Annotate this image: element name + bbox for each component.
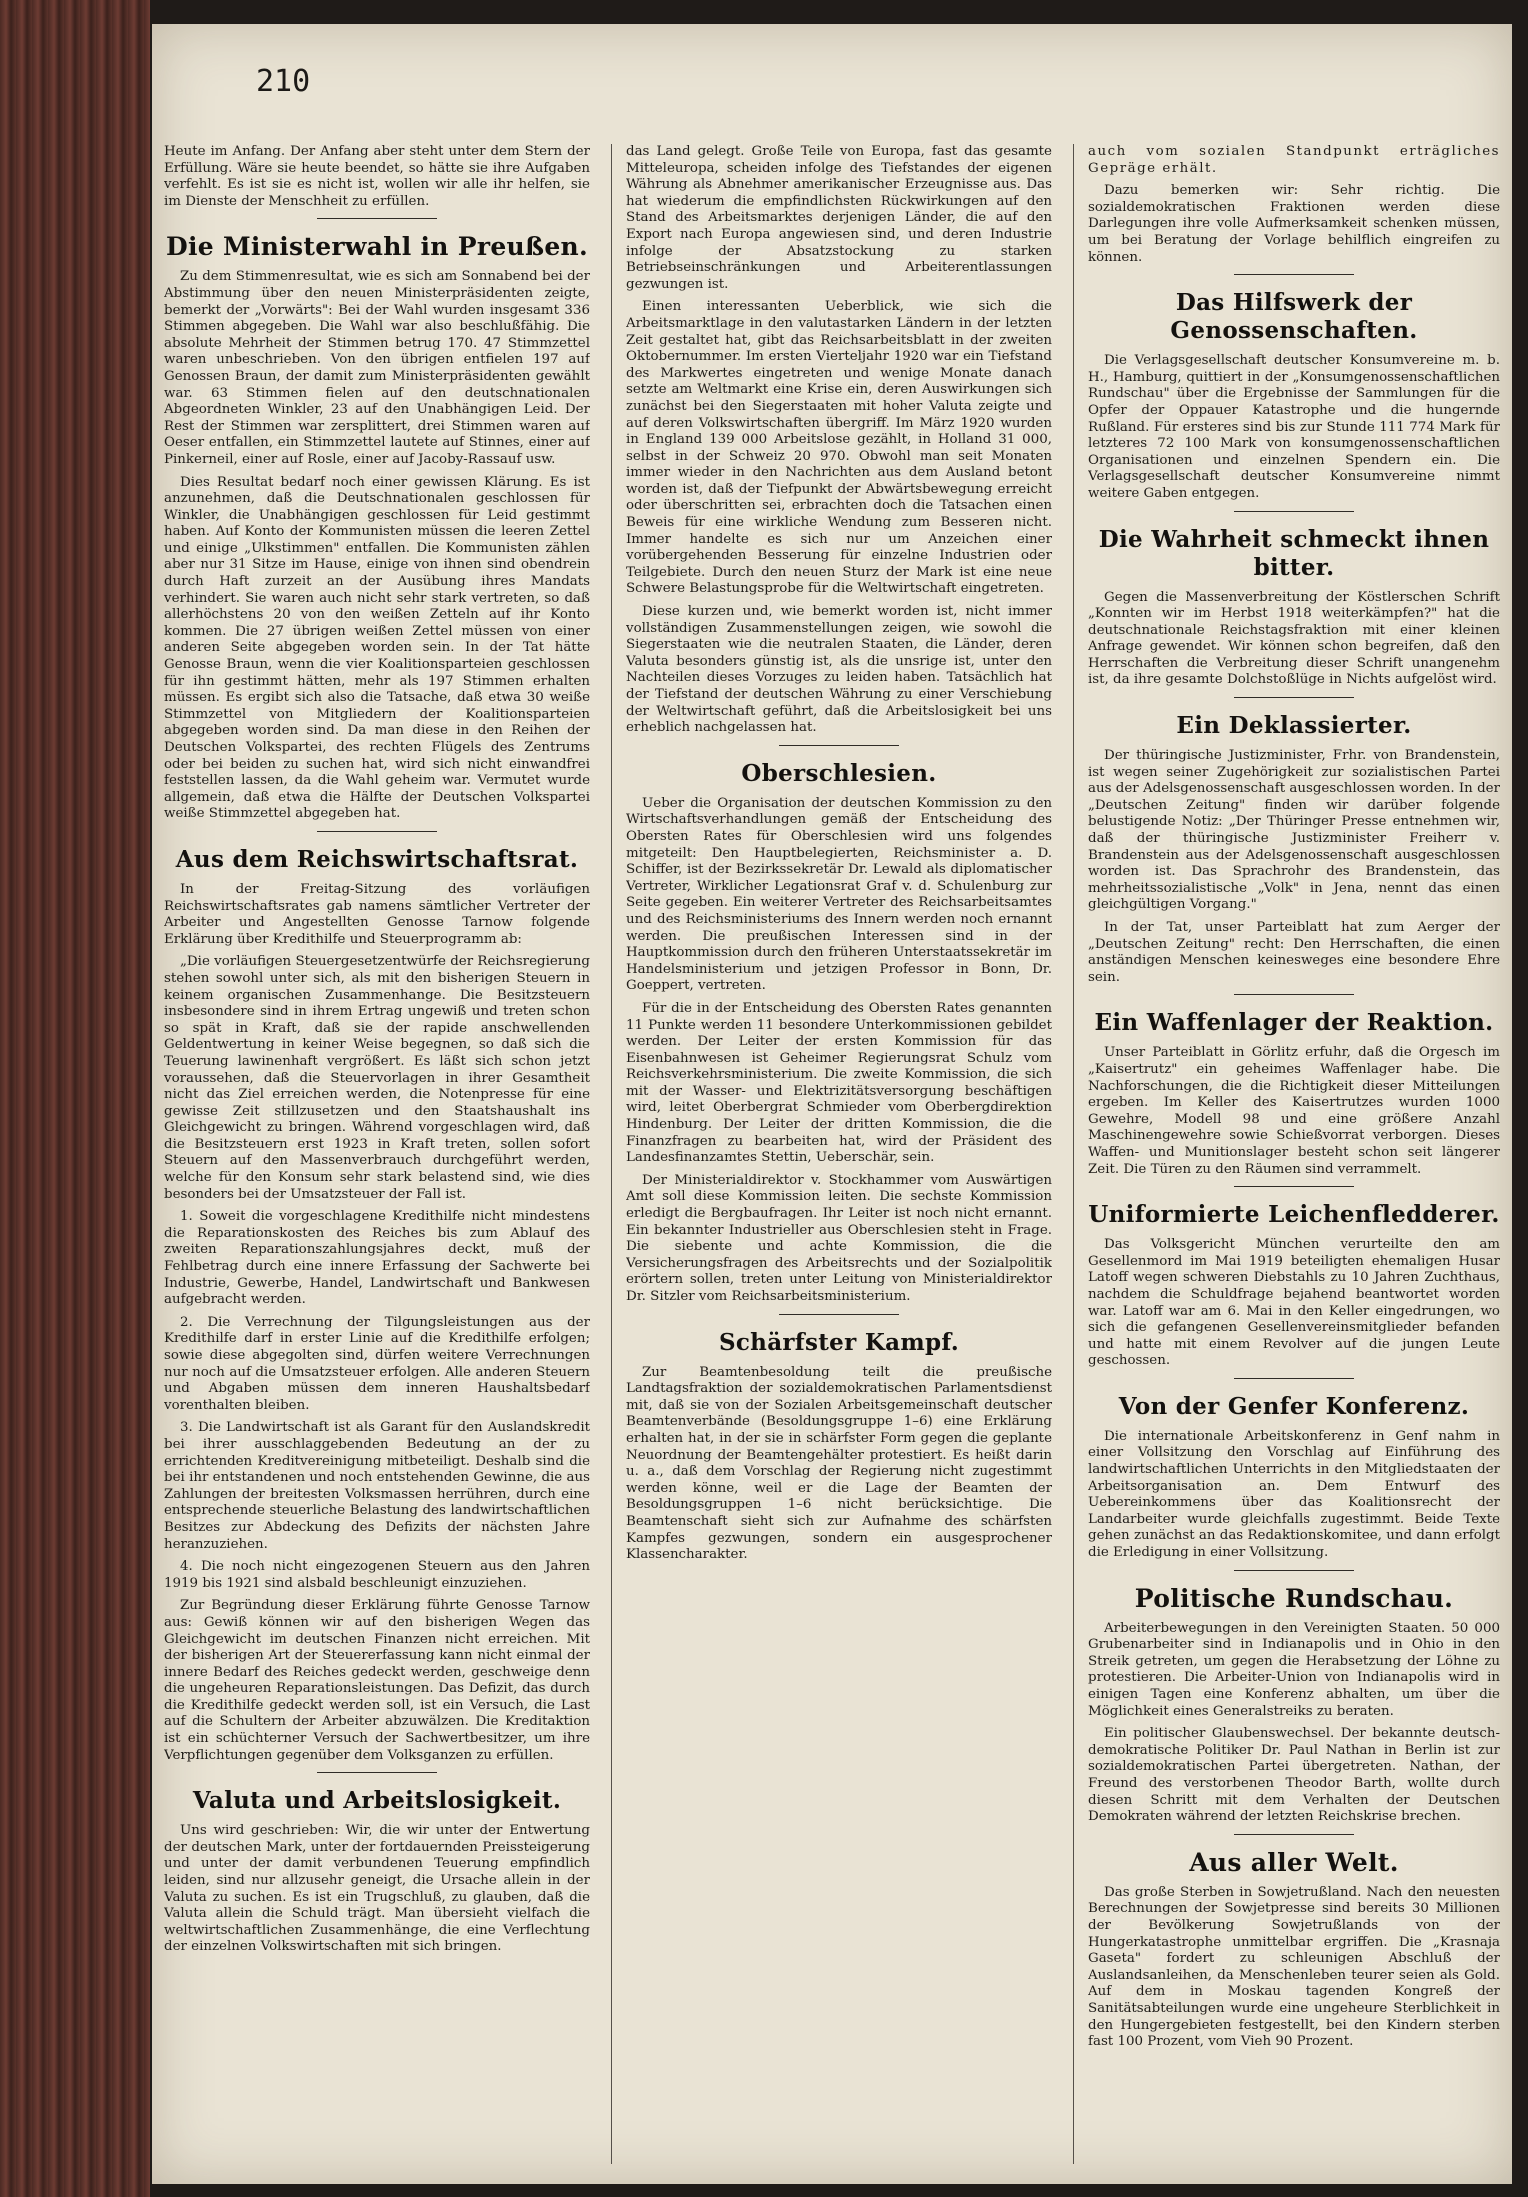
paragraph: das Land gelegt. Große Teile von Europa, fast das gesamte Mitteleuropa, scheiden infolge des Tiefstandes der eigenen Währung als Abnehmer amerikanischer Erzeugnisse aus. Das hat wiederum die empfindlichsten Rückwirkungen auf den Stand des Arbeitsmarktes derjenigen Länder, die auf den Export nach Europa angewiesen sind, und deren Industrie infolge der Absatzstockung zu starken Betriebseinschränkungen und Arbeiterentlassungen gezwungen ist. bbox=[626, 144, 1052, 292]
headline-politische-rundschau: Politische Rundschau. bbox=[1134, 1583, 1454, 1613]
headline-wahrheit: Die Wahrheit schmeckt ihnen bitter. bbox=[1098, 525, 1490, 581]
paragraph: Zur Begründung dieser Erklärung führte Genosse Tarnow aus: Gewiß können wir auf den bisherigen Wegen das Gleichgewicht im deutschen Finanzen nicht erreichen. Mit der bisherigen Art der Steuererfassung kann nicht einmal der innere Bedarf des Reiches gedeckt werden, geschweige denn die ungeheuren Reparationsleistungen. Das Defizit, das durch die Kredithilfe gedeckt werden soll, ist ein Versuch, die Last auf die Schultern der Arbeiter abzuwälzen. Die Kreditaktion ist ein schüchterner Versuch der Sachwertbesitzer, um ihre Verpflichtungen gegenüber dem Volksganzen zu erfüllen. bbox=[164, 1598, 590, 1763]
paragraph: 2. Die Verrechnung der Tilgungsleistungen aus der Kredithilfe darf in erster Linie auf die Kredithilfe erfolgen; sowie diese abgegolten sind, dürfen weitere Verrechnungen nur noch auf die Umsatzsteuer erfolgen. Alle anderen Steuern und Abgaben müssen dem inneren Haushaltsbedarf vorenthalten bleiben. bbox=[164, 1314, 590, 1413]
paragraph: Unser Parteiblatt in Görlitz erfuhr, daß die Orgesch im „Kaisertrutz" ein geheimes Waffenlager habe. Die Nachforschungen, die die Richtigkeit dieser Mitteilungen ergeben. Im Keller des Kaisertrutzes wurden 1000 Gewehre, Modell 98 und eine größere Anzahl Maschinengewehre sowie Schießvorrat verborgen. Dieses Waffen- und Munitionslager besteht schon seit längerer Zeit. Die Türen zu den Räumen sind verrammelt. bbox=[1088, 1045, 1500, 1177]
paragraph: Das große Sterben in Sowjetrußland. Nach den neuesten Berechnungen der Sowjetpresse sind bereits 30 Millionen der Bevölkerung Sowjetrußlands von der Hungerkatastrophe unmittelbar ergriffen. Die „Krasnaja Gaseta" fordert zu schleunigen Abschluß der Auslandsanleihen, da Menschenleben teurer seien als Gold. Auf dem in Moskau tagenden Kongreß der Sanitätsabteilungen wurde eine ungeheure Sterblichkeit in den Hungergebieten festgestellt, bei den Kindern sterben fast 100 Prozent, vom Vieh 90 Prozent. bbox=[1088, 1884, 1500, 2050]
headline-ministerwahl: Die Ministerwahl in Preußen. bbox=[165, 232, 589, 262]
paragraph: 3. Die Landwirtschaft ist als Garant für den Auslandskredit bei ihrer ausschlaggebenden Bedeutung an der zu errichtenden Kreditvereinigung mitbeteiligt. Deshalb sind die bei ihr entstandenen und noch entstehenden Gewinne, die aus Zahlungen der breitesten Volksmassen herrühren, durch eine entsprechende steuerliche Belastung des landwirtschaftlichen Besitzes zur Abdeckung des Defizits der nächsten Jahre heranzuziehen. bbox=[164, 1420, 590, 1552]
headline-waffenlager: Ein Waffenlager der Reaktion. bbox=[1094, 1009, 1494, 1037]
newspaper-page bbox=[152, 24, 1512, 2184]
page-number: 210 bbox=[256, 64, 311, 99]
paragraph: Für die in der Entscheidung des Obersten Rates genannten 11 Punkte werden 11 besondere Unterkommissionen gebildet werden. Der Leiter der ersten Kommission für das Eisenbahnwesen ist Geheimer Regierungsrat Schulz vom Reichsverkehrsministerium. Die zweite Kommission, die sich mit der Wasser- und Elektrizitätsversorgung beschäftigen wird, leitet Oberbergrat Schmieder vom Oberbergdirektion Hindenburg. Der Leiter der dritten Kommission, die die Finanzfragen zu bearbeiten hat, wird der Präsident des Landesfinanzamtes Stettin, Ueberschär, sein. bbox=[626, 1000, 1052, 1166]
paragraph: Ueber die Organisation der deutschen Kommission zu den Wirtschaftsverhandlungen gemäß der Entscheidung des Obersten Rates für Oberschlesien wird uns folgendes mitgeteilt: Den Hauptbelegierten, Reichsminister a. D. Schiffer, ist der Bezirkssekretär Dr. Lewald als diplomatischer Vertreter, Wirklicher Legationsrat Graf v. d. Schulenburg zur Seite gegeben. Ein weiterer Vertreter des Reichsarbeitsamtes und des Reichsministeriums des Innern werden noch ernannt werden. Die preußischen Interessen sind in der Hauptkommission durch den früheren Unterstaatssekretär im Handelsministerium und jetzigen Professor in Bonn, Dr. Goeppert, vertreten. bbox=[626, 795, 1052, 994]
divider bbox=[1234, 511, 1354, 512]
column-2 bbox=[626, 144, 1052, 2184]
paragraph: Zu dem Stimmenresultat, wie es sich am Sonnabend bei der Abstimmung über den neuen Ministerpräsidenten zeigte, bemerkt der „Vorwärts": Bei der Wahl wurden insgesamt 336 Stimmen abgegeben. Die Wahl war also beschlußfähig. Die absolute Mehrheit der Stimmen betrug 170. 47 Stimmzettel waren unbeschrieben. Von den übrigen entfielen 197 auf Genossen Braun, der damit zum Ministerpräsidenten gewählt war. 63 Stimmen fielen auf den deutschnationalen Abgeordneten Winkler, 23 auf den Unabhängigen Leid. Der Rest der Stimmen war zersplittert, drei Stimmen waren auf Oeser entfallen, ein Stimmzettel lautete auf Stinnes, einer auf Pinkerneil, einer auf Rosle, einer auf Jacoby-Rassauf usw. bbox=[164, 269, 590, 467]
divider bbox=[1234, 1186, 1354, 1187]
divider bbox=[317, 1772, 437, 1773]
paragraph: Dies Resultat bedarf noch einer gewissen Klärung. Es ist anzunehmen, daß die Deutschnationalen geschlossen für Winkler, die Unabhängigen geschlossen für Leid gestimmt haben. Auf Konto der Kommunisten müssen die leeren Zettel und einige „Ulkstimmen" entfallen. Die Kommunisten zählen aber nur 31 Sitze im Hause, einige von ihnen sind obendrein durch Haft zurzeit an der Ausübung ihres Mandats verhindert. Sie waren auch nicht sehr stark vertreten, so daß allerhöchstens 20 von den weißen Zetteln auf ihr Konto kommen. Die 27 übrigen weißen Zettel müssen von einer anderen Seite abgegeben worden sein. In der Tat hätte Genosse Braun, wenn die vier Koalitionsparteien geschlossen für ihn gestimmt hätten, mehr als 197 Stimmen erhalten müssen. Es ergibt sich also die Tatsache, daß etwa 30 weiße Stimmzettel von Mitgliedern der Koalitionsparteien abgegeben worden sind. Da man diese in den Reihen der Deutschen Volkspartei, des rechten Flügels des Zentrums oder bei beiden zu suchen hat, wird sich nicht einwandfrei feststellen lassen, da die Wahl geheim war. Vermutet wurde allgemein, daß etwa die Hälfte der Deutschen Volkspartei weiße Stimmzettel abgegeben hat. bbox=[164, 474, 590, 822]
headline-schaerfster-kampf: Schärfster Kampf. bbox=[718, 1328, 960, 1356]
column-1 bbox=[164, 144, 590, 2184]
paragraph: Gegen die Massenverbreitung der Köstlerschen Schrift „Konnten wir im Herbst 1918 weiterkämpfen?" hat die deutschnationale Reichstagsfraktion mit einer kleinen Anfrage gewendet. Wir können schon begreifen, daß den Herrschaften die Verbreitung dieser Schrift unangenehm ist, da ihre gesamte Dolchstoßlüge in Nichts aufgelöst wird. bbox=[1088, 589, 1500, 688]
paragraph: Zur Beamtenbesoldung teilt die preußische Landtagsfraktion der sozialdemokratischen Parlamentsdienst mit, daß sie von der Sozialen Arbeitsgemeinschaft deutscher Beamtenverbände (Besoldungsgruppe 1–6) eine Erklärung erhalten hat, in der sie in schärfster Form gegen die geplante Neuordnung der Beamtengehälter protestiert. Es heißt darin u. a., daß dem Vorschlag der Regierung nicht zugestimmt werden könne, weil er die Lage der Beamten der Besoldungsgruppen 1–6 nicht berücksichtige. Die Beamtenschaft sieht sich zur Aufnahme des schärfsten Kampfes gezwungen, sondern ein ausgesprochener Klassencharakter. bbox=[626, 1364, 1052, 1563]
headline-reichswirtschaftsrat: Aus dem Reichswirtschaftsrat. bbox=[175, 845, 579, 873]
column-rule-2 bbox=[1073, 144, 1074, 2164]
paragraph: „Die vorläufigen Steuergesetzentwürfe der Reichsregierung stehen sowohl unter sich, als mit den bisherigen Steuern in keinem organischen Zusammenhange. Die Besitzsteuern insbesondere sind in ihrem Ertrag ungewiß und treten schon so spät in Kraft, daß sie der rapide anschwellenden Geldentwertung in keiner Weise begegnen, so daß sich die Teuerung lawinenhaft vergrößert. Es läßt sich schon jetzt voraussehen, daß die Steuervorlagen in ihrer Gesamtheit nicht das Ziel erreichen werden, die Notenpresse für eine gewisse Zeit stillzusetzen und den Staatshaushalt ins Gleichgewicht zu bringen. Während vorgeschlagen wird, daß die Besitzsteuern erst 1923 in Kraft treten, sollen sofort Steuern auf den Massenverbrauch durchgeführt werden, welche für den Konsum sehr stark belastend sind, wie dies besonders bei der Umsatzsteuer der Fall ist. bbox=[164, 954, 590, 1202]
paragraph: Dazu bemerken wir: Sehr richtig. Die sozialdemokratischen Fraktionen werden diese Darlegungen ihre volle Aufmerksamkeit schenken müssen, um bei Beratung der Vorlage behilflich eingreifen zu können. bbox=[1088, 183, 1500, 265]
divider bbox=[1234, 994, 1354, 995]
paragraph: Ein politischer Glaubenswechsel. Der bekannte deutsch-demokratische Politiker Dr. Paul Nathan in Berlin ist zur sozialdemokratischen Partei übergetreten. Nathan, der Freund des verstorbenen Theodor Barth, wollte durch diesen Schritt mit dem Verhalten der Deutschen Demokraten während der letzten Reichskrise brechen. bbox=[1088, 1726, 1500, 1825]
paragraph: Heute im Anfang. Der Anfang aber steht unter dem Stern der Erfüllung. Wäre sie heute beendet, so hätte sie ihre Aufgaben verfehlt. Es ist sie es nicht ist, wollen wir alle ihr helfen, sie im Dienste der Menschheit zu erfüllen. bbox=[164, 144, 590, 209]
paragraph: 1. Soweit die vorgeschlagene Kredithilfe nicht mindestens die Reparationskosten des Reiches bis zum Ablauf des zweiten Reparationszahlungsjahres deckt, muß der Fehlbetrag durch eine innere Erfassung der Sachwerte bei Industrie, Gewerbe, Handel, Landwirtschaft und Bankwesen aufgebracht werden. bbox=[164, 1209, 590, 1308]
paragraph: auch vom sozialen Standpunkt erträgliches Gepräge erhält. bbox=[1088, 144, 1500, 176]
divider bbox=[317, 218, 437, 219]
paragraph: Die Verlagsgesellschaft deutscher Konsumvereine m. b. H., Hamburg, quittiert in der „Konsumgenossenschaftlichen Rundschau" über die Ergebnisse der Sammlungen für die Opfer der Oppauer Katastrophe und die hungernde Rußland. Für ersteres sind bis zur Stunde 111 774 Mark für letzteres 72 100 Mark von konsumgenossenschaftlichen Organisationen und einzelnen Spendern ein. Die Verlagsgesellschaft deutscher Konsumvereine nimmt weitere Gaben entgegen. bbox=[1088, 353, 1500, 501]
headline-hilfswerk: Das Hilfswerk der Genossenschaften. bbox=[1170, 289, 1418, 345]
headline-deklassierter: Ein Deklassierter. bbox=[1176, 712, 1412, 740]
headline-genfer-konferenz: Von der Genfer Konferenz. bbox=[1118, 1392, 1470, 1420]
column-3 bbox=[1088, 144, 1500, 2184]
paragraph: 4. Die noch nicht eingezogenen Steuern aus den Jahren 1919 bis 1921 sind alsbald beschleunigt einzuziehen. bbox=[164, 1559, 590, 1591]
paragraph: Der Ministerialdirektor v. Stockhammer vom Auswärtigen Amt soll diese Kommission leiten. Die sechste Kommission erledigt die Bergbaufragen. Ihr Leiter ist noch nicht ernannt. Ein bekannter Industrieller aus Oberschlesien steht in Frage. Die siebente und achte Kommission, die die Versicherungsfragen des Arbeitsrechts und der Sozialpolitik erörtern sollen, treten unter Leitung von Ministerialdirektor Dr. Sitzler vom Reichsarbeitsministerium. bbox=[626, 1172, 1052, 1304]
paragraph: In der Freitag-Sitzung des vorläufigen Reichswirtschaftsrates gab namens sämtlicher Vertreter der Arbeiter und Angestellten Genosse Tarnow folgende Erklärung über Kredithilfe und Steuerprogramm ab: bbox=[164, 881, 590, 947]
paragraph: Einen interessanten Ueberblick, wie sich die Arbeitsmarktlage in den valutastarken Ländern in der letzten Zeit gestaltet hat, gibt das Reichsarbeitsblatt in der zweiten Oktobernummer. Im ersten Vierteljahr 1920 war ein Tiefstand des Markwertes eingetreten und wenige Monate danach setzte am Weltmarkt eine Krise ein, deren Auswirkungen sich zunächst bei den Siegerstaaten mit hoher Valuta zeigte und auf deren Volkswirtschaften übergriff. Im März 1920 wurden in England 139 000 Arbeitslose gezählt, in Holland 31 000, selbst in der Schweiz 20 970. Obwohl man seit Monaten immer wieder in den Nachrichten aus dem Ausland betont worden ist, daß der Tiefpunkt der Abwärtsbewegung erreicht oder überschritten sei, erbrachten doch die Tatsachen einen Beweis für eine wirkliche Wendung zum Besseren nicht. Immer handelte es sich nur um Anzeichen einer vorübergehenden Besserung für einzelne Industrien oder Teilgebiete. Durch den neuen Sturz der Mark ist eine neue Schwere Belastungsprobe für die Weltwirtschaft eingetreten. bbox=[626, 299, 1052, 597]
headline-leichenfledderer: Uniformierte Leichenfledderer. bbox=[1088, 1201, 1500, 1229]
divider bbox=[1234, 274, 1354, 275]
headline-oberschlesien: Oberschlesien. bbox=[741, 759, 937, 787]
paragraph: Uns wird geschrieben: Wir, die wir unter der Entwertung der deutschen Mark, unter der fortdauernden Preissteigerung und unter der damit verbundenen Teuerung empfindlich leiden, sind nur allzusehr geneigt, die Ursache allein in der Valuta zu suchen. Es ist ein Trugschluß, zu glauben, daß die Valuta allein die Schuld trägt. Man übersieht vielfach die weltwirtschaftlichen Zusammenhänge, die eine Verflechtung der einzelnen Volkswirtschaften mit sich bringen. bbox=[164, 1823, 590, 1955]
paragraph: Das Volksgericht München verurteilte den am Gesellenmord im Mai 1919 beteiligten ehemaligen Husar Latoff wegen schweren Diebstahls zu 10 Jahren Zuchthaus, nachdem die Schuldfrage bejahend beantwortet worden war. Latoff war am 6. Mai in den Keller eingedrungen, wo sich die gefangenen Gesellenvereinsmitglieder befanden und hatte mit einem Revolver auf die jungen Leute geschossen. bbox=[1088, 1237, 1500, 1369]
paragraph: Der thüringische Justizminister, Frhr. von Brandenstein, ist wegen seiner Zugehörigkeit zur sozialistischen Partei aus der Adelsgenossenschaft ausgeschlossen worden. In der „Deutschen Zeitung" finden wir darüber folgende belustigende Notiz: „Der Thüringer Presse entnehmen wir, daß der thüringische Justizminister Freiherr v. Brandenstein aus der Adelsgenossenschaft ausgeschlossen worden ist. Das Sprachrohr des Brandenstein, das mehrheitssozialistische „Volk" in Jena, nennt das einen gleichgültigen Vorgang." bbox=[1088, 748, 1500, 913]
paragraph: Diese kurzen und, wie bemerkt worden ist, nicht immer vollständigen Zusammenstellungen zeigen, wie sowohl die Siegerstaaten wie die neutralen Staaten, die Länder, deren Valuta besonders günstig ist, als die unsrige ist, unter den Nachteilen dieses Vorzuges zu leiden haben. Tatsächlich hat der Tiefstand der deutschen Währung zu einer Verschiebung der Weltwirtschaft geführt, daß die Arbeitslosigkeit bei uns erheblich nachgelassen hat. bbox=[626, 604, 1052, 736]
headline-aus-aller-welt: Aus aller Welt. bbox=[1189, 1847, 1399, 1877]
column-rule-1 bbox=[611, 144, 612, 2164]
divider bbox=[1234, 1378, 1354, 1379]
divider bbox=[1234, 697, 1354, 698]
divider bbox=[317, 831, 437, 832]
paragraph: Die internationale Arbeitskonferenz in Genf nahm in einer Vollsitzung den Vorschlag auf Einführung des landwirtschaftlichen Unterrichts in den Mitgliedstaaten der Arbeitsorganisation an. Dem Entwurf des Uebereinkommens über das Koalitionsrecht der Landarbeiter wurde gleichfalls zugestimmt. Beide Texte gehen zunächst an das Redaktionskomitee, und dann erfolgt die Erledigung in einer Vollsitzung. bbox=[1088, 1428, 1500, 1561]
paragraph: Arbeiterbewegungen in den Vereinigten Staaten. 50 000 Grubenarbeiter sind in Indianapolis und in Ohio in den Streik getreten, um gegen die Herabsetzung der Löhne zu protestieren. Die Arbeiter-Union von Indianapolis wird in einigen Tagen eine Konferenz abhalten, um über die Möglichkeit eines Generalstreiks zu beraten. bbox=[1088, 1620, 1500, 1719]
divider bbox=[1234, 1834, 1354, 1835]
divider bbox=[779, 1314, 899, 1315]
paragraph: In der Tat, unser Parteiblatt hat zum Aerger der „Deutschen Zeitung" recht: Den Herrschaften, die einen anständigen Menschen keinesweges eine besondere Ehre sein. bbox=[1088, 920, 1500, 985]
divider bbox=[779, 745, 899, 746]
book-binding bbox=[0, 0, 150, 2197]
headline-valuta: Valuta und Arbeitslosigkeit. bbox=[192, 1787, 562, 1815]
divider bbox=[1234, 1570, 1354, 1571]
